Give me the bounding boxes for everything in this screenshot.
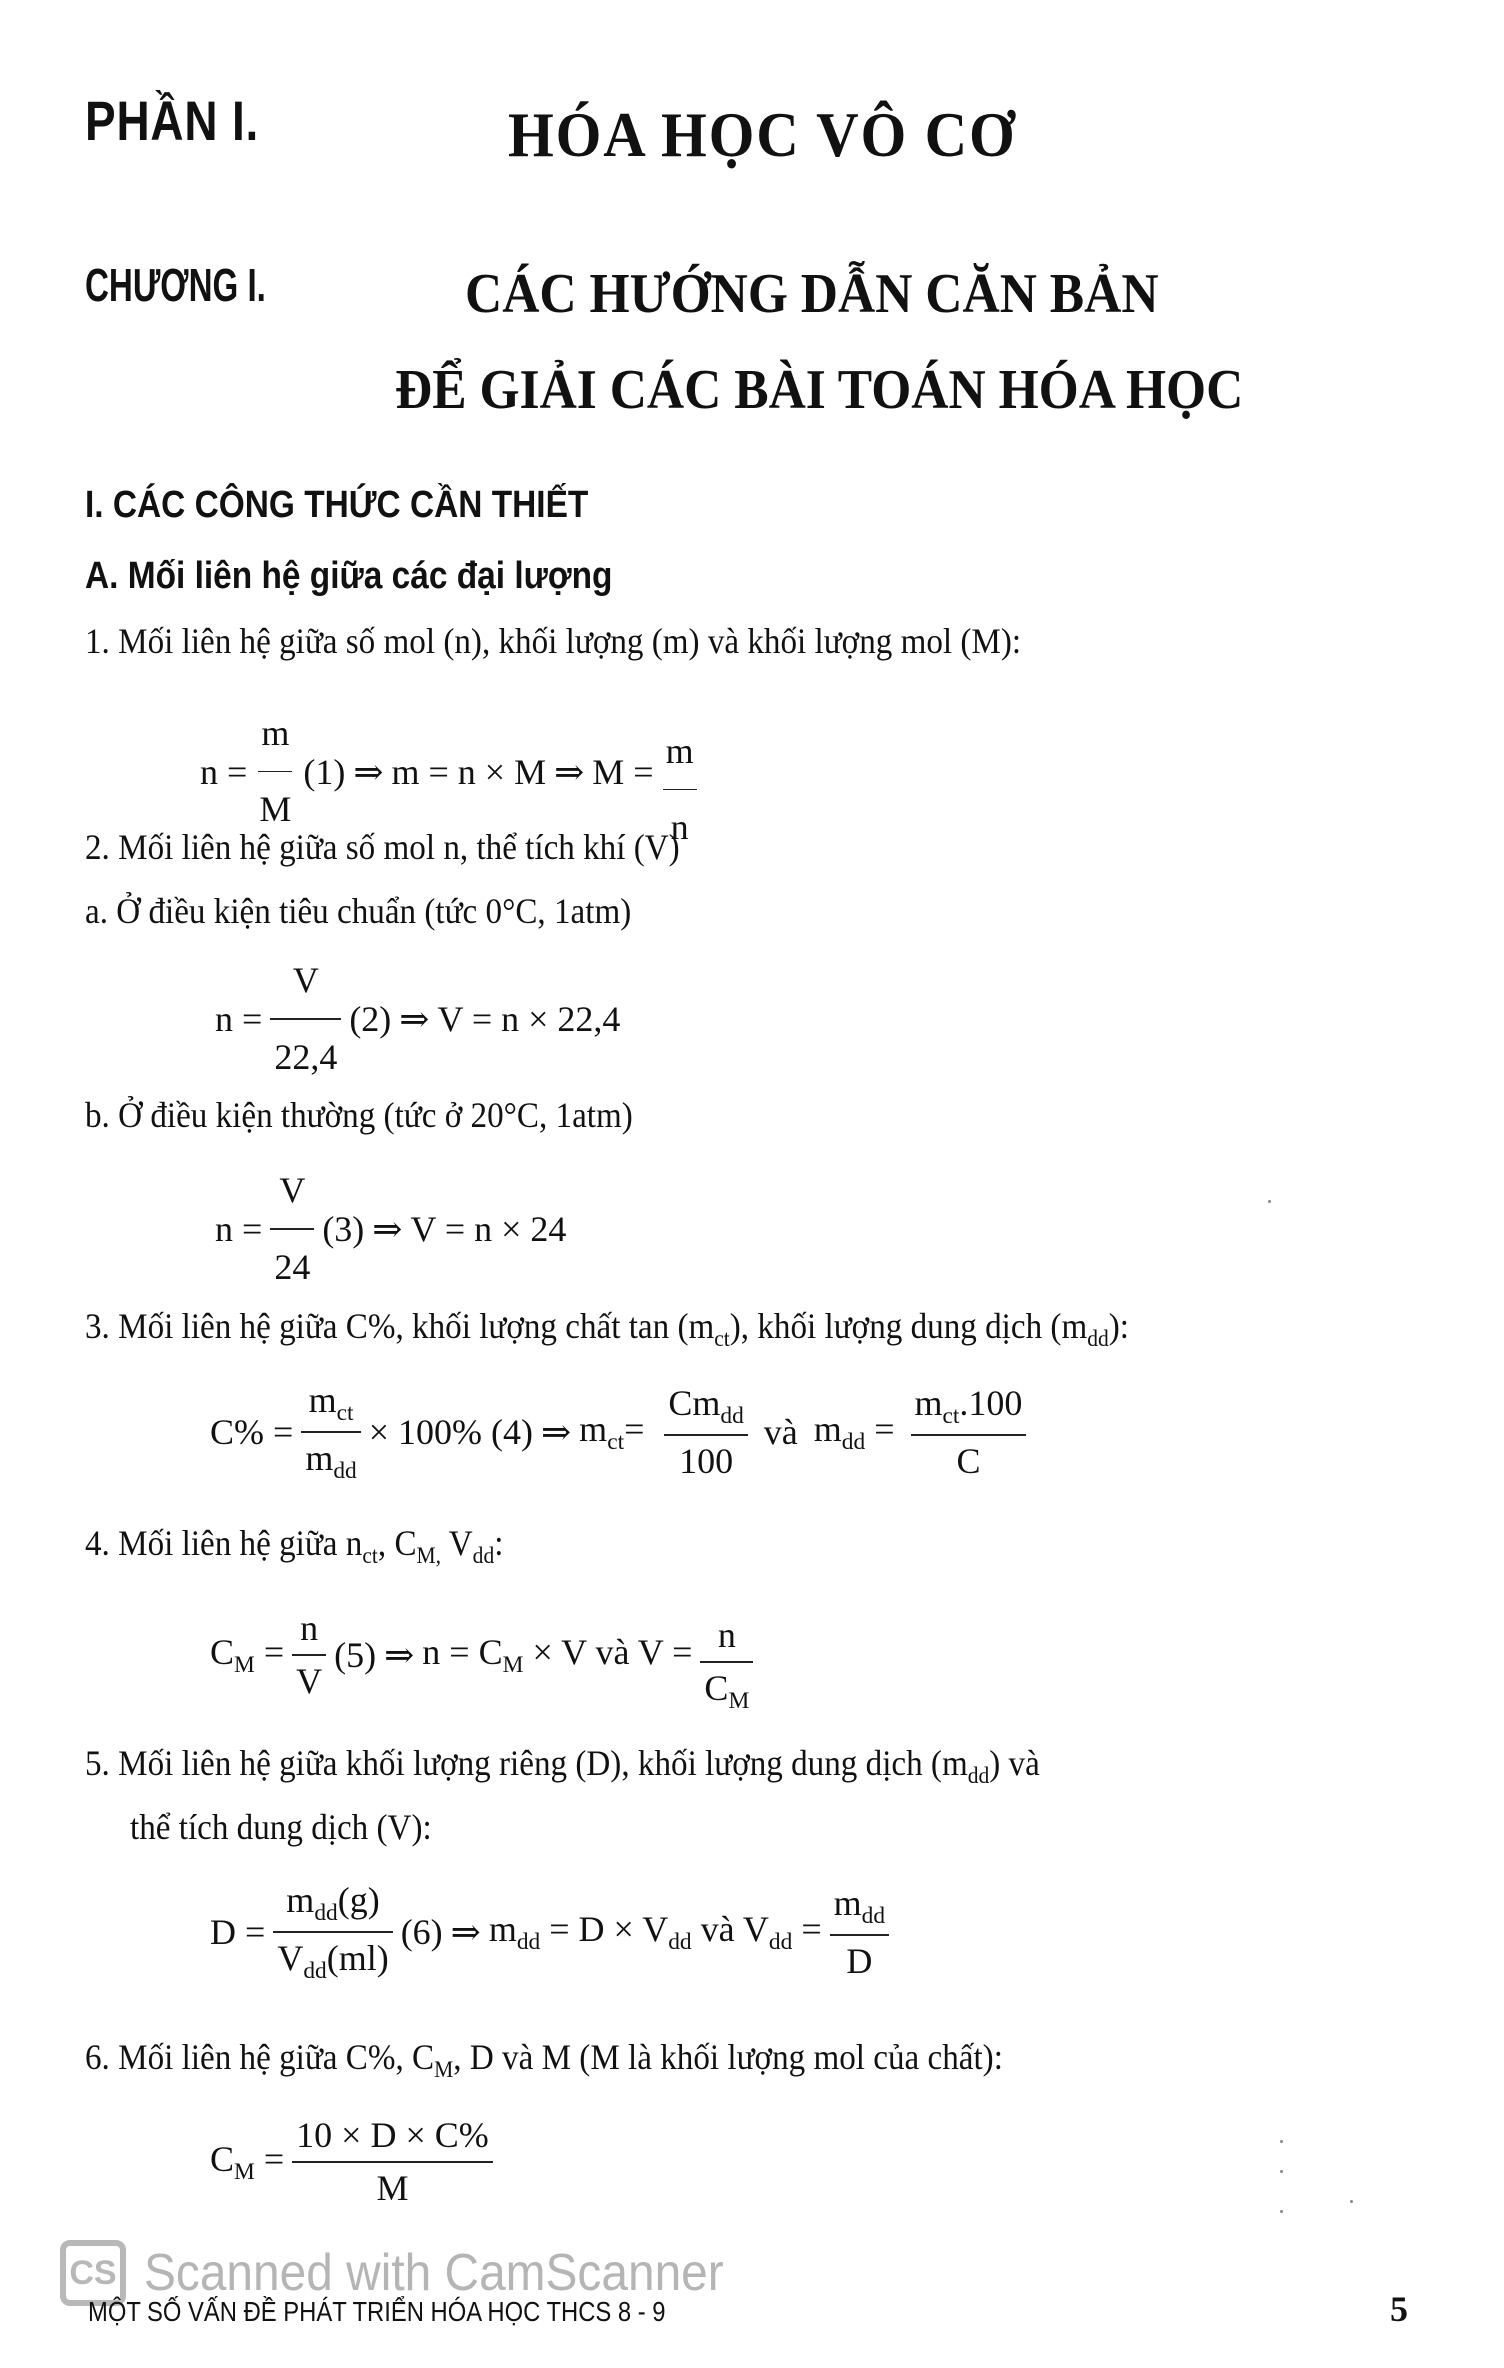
part-label: PHẦN I.: [85, 89, 260, 152]
implies-arrow: ⇒: [384, 1634, 415, 1675]
equation-tag: (4): [491, 1412, 533, 1453]
item-2b-text: b. Ở điều kiện thường (tức ở 20°C, 1atm): [85, 1095, 633, 1135]
fraction: $\frac{m_{dd}(g)}{V_{dd}(ml)}$: [273, 1875, 392, 1990]
fraction: $\frac{Cm_{dd}}{100}$: [664, 1378, 747, 1487]
formula-6: D = $\frac{m_{dd}(g)}{V_{dd}(ml)}$ (6) ⇒ $m_{dd} = D \times V_{dd}$ và $V_{dd}$ = $\frac{m_{dd}}{D}$: [210, 1875, 897, 1990]
fraction: $\frac{m_{ct}}{m_{dd}}$: [301, 1375, 360, 1490]
implies-arrow: ⇒: [541, 1412, 572, 1453]
implies-arrow: ⇒: [353, 751, 384, 792]
implies-arrow: ⇒: [399, 999, 430, 1040]
formula-7: $C_M$ = $\frac{10 \times D \times C\%}{M}$: [210, 2110, 501, 2214]
item-2a-text: a. Ở điều kiện tiêu chuẩn (tức 0°C, 1atm): [85, 891, 632, 931]
subsection-heading: A. Mối liên hệ giữa các đại lượng: [85, 555, 613, 597]
fraction: $\frac{V}{22,4}$: [270, 955, 341, 1083]
equation-tag: (6): [400, 1912, 443, 1953]
fraction: $\frac{m}{n}$: [662, 726, 698, 853]
equation-tag: (5): [334, 1634, 377, 1675]
footer-book-title: MỘT SỐ VẤN ĐỀ PHÁT TRIỂN HÓA HỌC THCS 8 - 9: [88, 2296, 666, 2327]
chapter-title-line1: CÁC HƯỚNG DẪN CĂN BẢN: [465, 263, 1159, 325]
watermark-text: Scanned with CamScanner: [144, 2244, 724, 2302]
item-2-text: 2. Mối liên hệ giữa số mol n, thể tích khí (V): [85, 827, 680, 867]
formula-2: n = $\frac{V}{22,4}$ (2) ⇒ V = n × 22,4: [215, 955, 620, 1083]
fraction: $\frac{m}{M}$: [259, 713, 292, 830]
formula-5: $C_M$ = $\frac{n}{V}$ (5) ⇒ $n = C_M \times V$ và V = $\frac{n}{C_M}$: [210, 1590, 761, 1719]
chapter-label: CHƯƠNG I.: [85, 259, 266, 311]
formula-lhs: n =: [200, 751, 248, 792]
item-3-text: 3. Mối liên hệ giữa C%, khối lượng chất $\tan (m_{ct})$, khối lượng dung dịch $(m_{dd})$:: [85, 1306, 1129, 1353]
fraction: $\frac{m_{ct}.100}{C}$: [911, 1378, 1027, 1487]
fraction: $\frac{V}{24}$: [270, 1165, 314, 1293]
item-1-text: 1. Mối liên hệ giữa số mol (n), khối lượng (m) và khối lượng mol (M):: [85, 621, 1022, 661]
item-6-text: 6. Mối liên hệ giữa C%, $C_M$, D và M (M là khối lượng mol của chất):: [85, 2037, 1003, 2084]
scan-speck: [1268, 1200, 1271, 1203]
page-number: 5: [1390, 2289, 1408, 2329]
equation-tag: (3): [322, 1209, 365, 1250]
scan-speck: [1280, 2210, 1283, 2213]
item-5-text-line2: thể tích dung dịch (V):: [130, 1807, 432, 1847]
part-title: HÓA HỌC VÔ CƠ: [508, 99, 1017, 170]
formula-4: C% = $\frac{m_{ct}}{m_{dd}}$ × 100% (4) ⇒ $m_{ct}=$ $\frac{Cm_{dd}}{100}$ và $m_{dd}$ = $\frac{m_{ct}.100}{C}$: [210, 1375, 1034, 1490]
item-5-text: 5. Mối liên hệ giữa khối lượng riêng (D), khối lượng dung dịch $(m_{dd})$ và: [85, 1743, 1040, 1790]
item-4-text: 4. Mối liên hệ giữa $n_{ct}$, $C_{M,}$ $V_{dd}$:: [85, 1523, 504, 1570]
fraction: $\frac{n}{V}$: [292, 1603, 326, 1707]
chapter-title-line2: ĐỂ GIẢI CÁC BÀI TOÁN HÓA HỌC: [395, 359, 1244, 421]
implies-arrow: ⇒: [554, 751, 585, 792]
fraction: $\frac{m_{dd}}{D}$: [830, 1878, 889, 1987]
scan-speck: [1280, 2140, 1283, 2143]
scan-speck: [1350, 2200, 1353, 2203]
formula-3: n = $\frac{V}{24}$ (3) ⇒ V = n × 24: [215, 1165, 566, 1293]
camscanner-logo-icon: CS: [60, 2240, 126, 2306]
implies-arrow: ⇒: [372, 1209, 403, 1250]
equation-tag: (2): [349, 999, 392, 1040]
scan-speck: [1280, 2170, 1283, 2173]
equation-tag: (1): [303, 751, 346, 792]
implies-arrow: ⇒: [450, 1912, 481, 1953]
formula-1: n = $\frac{m}{M}$ (1) ⇒ m = n × M ⇒ M = $\frac{m}{n}$: [200, 690, 706, 853]
section-heading: I. CÁC CÔNG THỨC CẦN THIẾT: [85, 484, 589, 526]
fraction: $\frac{n}{C_M}$: [700, 1610, 753, 1719]
fraction: $\frac{10 \times D \times C\%}{M}$: [292, 2110, 493, 2214]
